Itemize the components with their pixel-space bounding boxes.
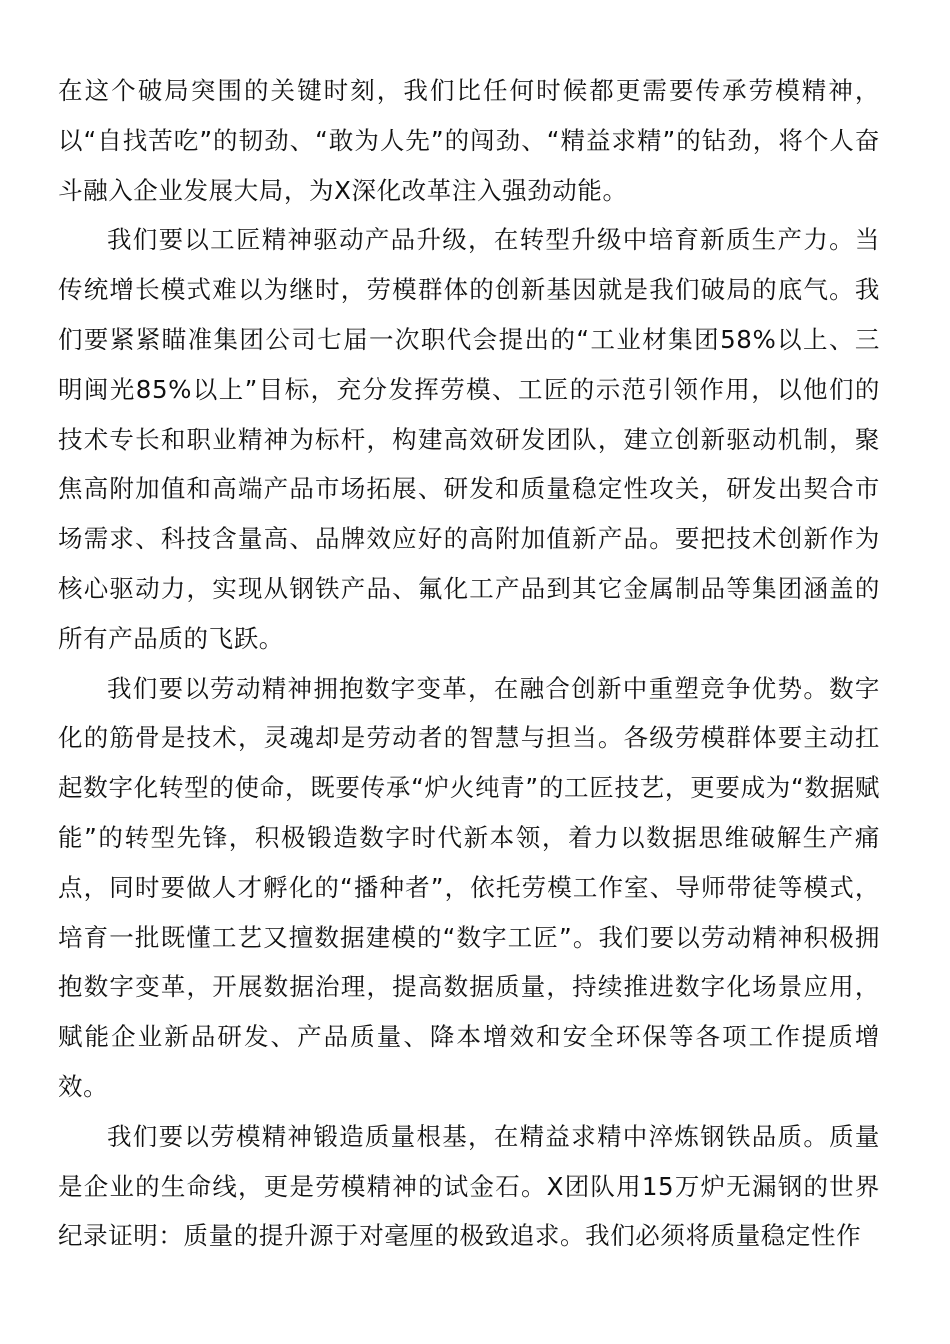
paragraph-3: 我们要以劳动精神拥抱数字变革，在融合创新中重塑竞争优势。数字化的筋骨是技术，灵魂却是劳动者的智慧与担当。各级劳模群体要主动扛起数字化转型的使命，既要传承“炉火纯青”的工匠技艺，更要成为“数据赋能”的转型先锋，积极锻造数字时代新本领，着力以数据思维破解生产痛点，同时要做人才孵化的“播种者”，依托劳模工作室、导师带徒等模式，培育一批既懂工艺又擅数据建模的“数字工匠”。我们要以劳动精神积极拥抱数字变革，开展数据治理，提高数据质量，持续推进数字化场景应用，赋能企业新品研发、产品质量、降本增效和安全环保等各项工作提质增效。 [58, 673, 880, 1101]
paragraph-4: 我们要以劳模精神锻造质量根基，在精益求精中淬炼钢铁品质。质量是企业的生命线，更是劳模精神的试金石。X团队用15万炉无漏钢的世界纪录证明：质量的提升源于对毫厘的极致追求。我们必须将质量稳定性作 [58, 1121, 880, 1251]
paragraph-1: 在这个破局突围的关键时刻，我们比任何时候都更需要传承劳模精神，以“自找苦吃”的韧劲、“敢为人先”的闯劲、“精益求精”的钻劲，将个人奋斗融入企业发展大局，为X深化改革注入强劲动能。 [58, 76, 880, 205]
document-body [58, 66, 880, 1261]
paragraph-2: 我们要以工匠精神驱动产品升级，在转型升级中培育新质生产力。当传统增长模式难以为继时，劳模群体的创新基因就是我们破局的底气。我们要紧紧瞄准集团公司七届一次职代会提出的“工业材集团58%以上、三明闽光85%以上”目标，充分发挥劳模、工匠的示范引领作用，以他们的技术专长和职业精神为标杆，构建高效研发团队，建立创新驱动机制，聚焦高附加值和高端产品市场拓展、研发和质量稳定性攻关，研发出契合市场需求、科技含量高、品牌效应好的高附加值新产品。要把技术创新作为核心驱动力，实现从钢铁产品、氟化工产品到其它金属制品等集团涵盖的所有产品质的飞跃。 [58, 225, 880, 653]
